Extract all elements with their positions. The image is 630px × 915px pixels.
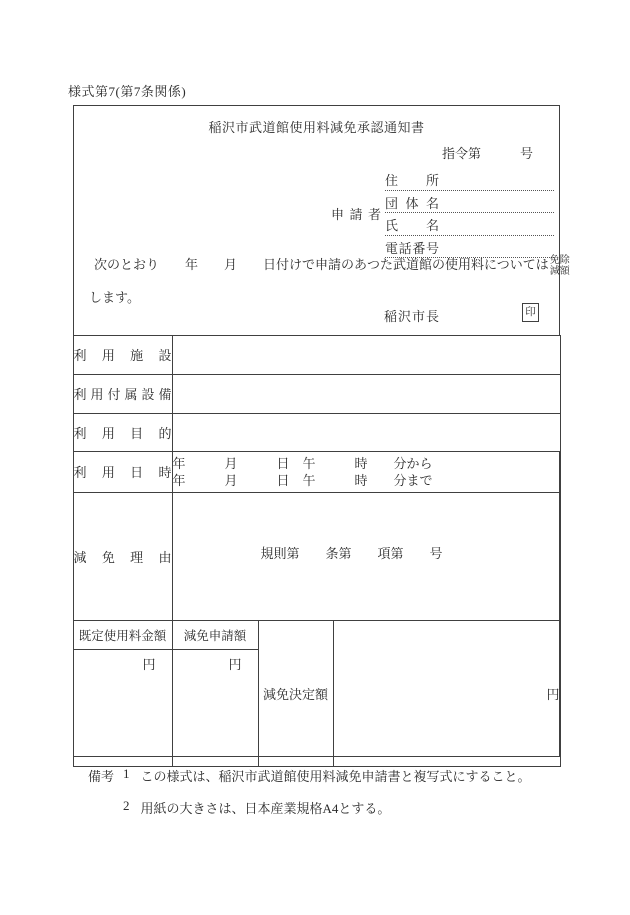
standard-fee-header: 既定使用料金額 [73,620,172,649]
usage-purpose-label: 利用目的 [73,413,172,451]
usage-datetime-from: 年 月 日 午 時 分から [172,455,433,471]
row-money-header [73,620,560,649]
note-1-number: 1 [123,766,130,781]
form-title: 稲沢市武道館使用料減免承認通知書 [208,120,425,135]
reduction-reason-label: 減免理由 [73,492,172,620]
usage-facility-value-cell [172,335,560,374]
note-line-1 [88,766,531,785]
option-exemption: 免除 [549,255,570,267]
decision-amount-value-cell [333,620,560,766]
reduction-reason-value-cell [172,492,560,620]
row-reduction-reason [73,492,560,620]
organization-name-field-label: 団体名 [385,195,439,211]
usage-datetime-value-cell [172,451,560,492]
seal-box: 印 [522,303,539,322]
usage-facility-label: 利用施設 [73,335,172,374]
person-name-field [385,213,554,236]
attached-equipment-value-cell [172,374,560,413]
address-field [385,168,554,191]
address-field-label: 住所 [385,173,439,189]
standard-fee-yen-unit: 円 [142,656,156,672]
note-2-text: 用紙の大きさは、日本産業規格A4とする。 [140,801,391,816]
applicant-fields [385,168,554,258]
notes-block [88,766,531,817]
usage-datetime-to: 年 月 日 午 時 分まで [172,472,433,488]
decision-amount-yen-unit: 円 [546,686,560,702]
form-table [73,335,561,767]
phone-number-field-label: 電話番号 [385,240,439,256]
exemption-reduction-option-stack [550,255,570,277]
note-2-number: 2 [123,798,130,813]
form-number-label: 様式第7(第7条関係) [68,84,187,99]
application-amount-yen-unit: 円 [228,656,242,672]
row-usage-purpose [73,413,560,451]
row-usage-facility [73,335,560,374]
body-paragraph-line2: します。 [89,290,140,305]
option-reduction: 減額 [549,266,570,278]
application-amount-header: 減免申請額 [172,620,258,649]
usage-datetime-label: 利用日時 [73,451,172,492]
organization-name-field [385,191,554,214]
rule-article-line: 規則第 条第 項第 号 [260,545,443,561]
body-paragraph-text: 次のとおり 年 月 日付けで申請のあつた武道館の使用料については [94,257,549,272]
body-paragraph-line1 [74,254,570,278]
directive-number-line: 指令第 号 [441,146,533,161]
applicant-block [331,168,554,258]
standard-fee-value-cell [73,649,172,766]
usage-purpose-value-cell [172,413,560,451]
attached-equipment-label: 利用付属設備 [73,374,172,413]
notes-label: 備考 [88,769,115,784]
applicant-label: 申請者 [331,206,381,222]
person-name-field-label: 氏名 [385,218,439,234]
row-attached-equipment [73,374,560,413]
decision-amount-label: 減免決定額 [258,620,333,766]
application-amount-value-cell [172,649,258,766]
form-border-box [73,105,570,757]
mayor-label: 稲沢市長 [384,309,441,324]
note-1-text: この様式は、稲沢市武道館使用料減免申請書と複写式にすること。 [140,769,531,784]
note-line-2 [123,798,531,817]
row-usage-datetime [73,451,560,492]
